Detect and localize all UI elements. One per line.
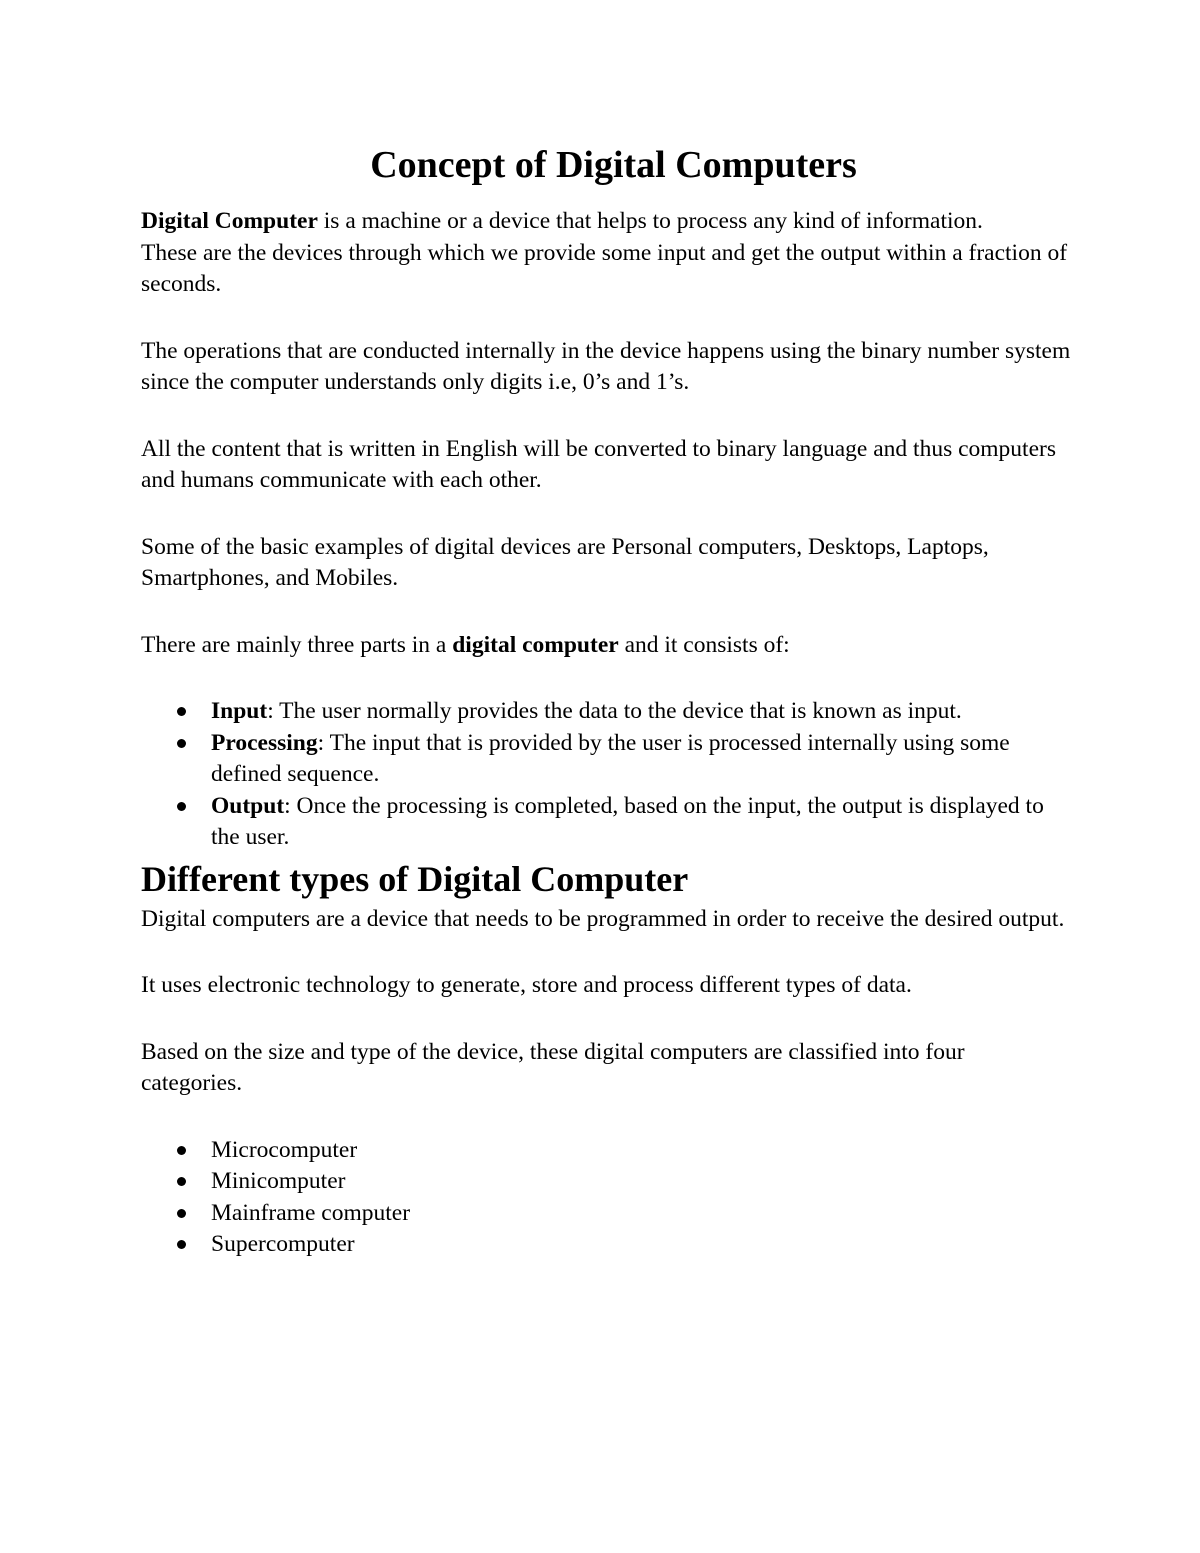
english-paragraph: All the content that is written in English will be converted to binary language and thus computers and humans communicate with each other. (141, 435, 1056, 493)
parts-intro-paragraph (141, 630, 1071, 662)
list-item: Minicomputer (141, 1166, 1071, 1198)
part-term: Output (211, 792, 285, 819)
list-item (141, 791, 1071, 854)
examples-paragraph: Some of the basic examples of digital devices are Personal computers, Desktops, Laptops, Smartphones, and Mobiles. (141, 533, 989, 591)
part-term: Input (211, 698, 268, 724)
intro-paragraph (141, 206, 1071, 238)
categories-list (141, 1135, 1071, 1261)
list-item (141, 728, 1071, 791)
electronic-paragraph: It uses electronic technology to generate, store and process different types of data. (141, 972, 912, 998)
part-term: Processing (211, 729, 318, 756)
list-item: Mainframe computer (141, 1198, 1071, 1230)
page-title: Concept of Digital Computers (370, 144, 857, 186)
part-text: : The input that is provided by the user is processed internally using some defined sequence. (211, 729, 1010, 787)
operations-paragraph: The operations that are conducted internally in the device happens using the binary number system since the computer understands only digits i.e, 0’s and 1’s. (141, 337, 1071, 395)
document-page (141, 140, 1071, 1261)
parts-intro-before: There are mainly three parts in a (141, 631, 453, 658)
parts-intro-bold: digital computer (452, 631, 619, 658)
parts-intro-after: and it consists of: (618, 631, 790, 658)
section-heading: Different types of Digital Computer (141, 858, 689, 899)
devices-paragraph: These are the devices through which we provide some input and get the output within a fraction of seconds. (141, 239, 1068, 297)
list-item: Supercomputer (141, 1229, 1071, 1261)
intro-text: is a machine or a device that helps to process any kind of information. (317, 208, 983, 234)
list-item (141, 696, 1071, 728)
list-item: Microcomputer (141, 1135, 1071, 1167)
categories-paragraph: Based on the size and type of the device, these digital computers are classified into four categories. (141, 1038, 965, 1096)
intro-term: Digital Computer (141, 208, 318, 234)
programmed-paragraph: Digital computers are a device that needs to be programmed in order to receive the desired output. (141, 905, 1065, 932)
part-text: : The user normally provides the data to the device that is known as input. (267, 698, 962, 724)
part-text: : Once the processing is completed, based on the input, the output is displayed to the user. (211, 792, 1044, 850)
parts-list (141, 696, 1071, 854)
